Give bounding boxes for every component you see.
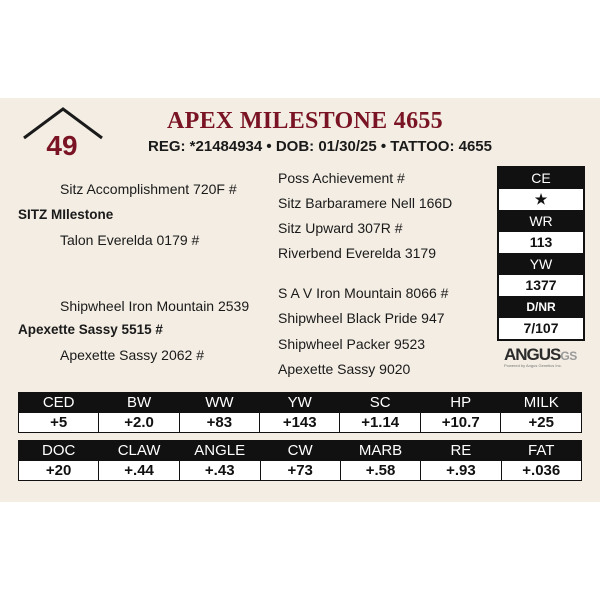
epd-value-yw: +143 (260, 413, 340, 433)
epd-header-yw: YW (260, 393, 340, 413)
stat-label-wr: WR (499, 211, 583, 232)
epd-value-sc: +1.14 (340, 413, 421, 433)
pedigree-dam: Apexette Sassy 5515 # (18, 322, 163, 337)
stat-label-dnr: D/NR (499, 297, 583, 318)
logo-word: ANGUS (504, 345, 561, 364)
epd-value-re: +.93 (421, 461, 501, 481)
epd-value-ww: +83 (179, 413, 259, 433)
epd-header-re: RE (421, 441, 501, 461)
epd-value-row (19, 413, 582, 433)
epd-value-doc: +20 (19, 461, 99, 481)
stat-value-dnr: 7/107 (499, 318, 583, 339)
logo-suffix: GS (560, 349, 577, 363)
pedigree-g2: Sitz Barbaramere Nell 166D (278, 195, 453, 211)
pedigree-dam-sire: Shipwheel Iron Mountain 2539 (60, 298, 250, 314)
epd-header-claw: CLAW (99, 441, 180, 461)
epd-header-sc: SC (340, 393, 421, 413)
epd-header-bw: BW (99, 393, 179, 413)
stat-value-yw: 1377 (499, 275, 583, 297)
epd-table-1 (18, 392, 582, 433)
stat-value-ce: ★ (499, 189, 583, 211)
epd-header-milk: MILK (501, 393, 582, 413)
epd-value-milk: +25 (501, 413, 582, 433)
pedigree-sire-dam: Talon Everelda 0179 # (60, 232, 200, 248)
epd-table-2 (18, 440, 582, 481)
pedigree-g1: Poss Achievement # (278, 170, 405, 186)
epd-value-cw: +73 (260, 461, 340, 481)
pedigree-g4: Riverbend Everelda 3179 (278, 245, 436, 261)
epd-header-marb: MARB (340, 441, 421, 461)
epd-value-claw: +.44 (99, 461, 180, 481)
epd-value-bw: +2.0 (99, 413, 179, 433)
pedigree-sire: SITZ MIlestone (18, 207, 114, 222)
lot-number: 49 (46, 130, 78, 161)
epd-value-hp: +10.7 (420, 413, 501, 433)
angus-gs-logo (504, 345, 577, 375)
epd-header-cw: CW (260, 441, 340, 461)
pedigree-g7: Shipwheel Packer 9523 (278, 336, 426, 352)
epd-header-hp: HP (420, 393, 501, 413)
epd-value-row (19, 461, 582, 481)
pedigree-g5: S A V Iron Mountain 8066 # (278, 285, 449, 301)
stat-value-wr: 113 (499, 232, 583, 254)
logo-tagline: Powered by Angus Genetics Inc. (504, 363, 562, 368)
epd-header-ww: WW (179, 393, 259, 413)
epd-value-ced: +5 (19, 413, 99, 433)
side-stats-box (497, 166, 585, 341)
epd-header-angle: ANGLE (179, 441, 260, 461)
pedigree-g6: Shipwheel Black Pride 947 (278, 310, 445, 326)
epd-value-marb: +.58 (340, 461, 421, 481)
pedigree-sire-sire: Sitz Accomplishment 720F # (60, 181, 237, 197)
epd-header-doc: DOC (19, 441, 99, 461)
epd-header-row (19, 441, 582, 461)
epd-header-fat: FAT (501, 441, 582, 461)
pedigree-dam-dam: Apexette Sassy 2062 # (60, 347, 204, 363)
registration-line: REG: *21484934 • DOB: 01/30/25 • TATTOO: 4655 (148, 138, 492, 155)
stat-label-ce: CE (499, 168, 583, 189)
epd-value-fat: +.036 (501, 461, 582, 481)
pedigree-g3: Sitz Upward 307R # (278, 220, 403, 236)
pedigree-g8: Apexette Sassy 9020 (278, 361, 411, 377)
epd-header-row (19, 393, 582, 413)
animal-name: APEX MILESTONE 4655 (167, 108, 443, 134)
epd-header-ced: CED (19, 393, 99, 413)
epd-value-angle: +.43 (179, 461, 260, 481)
stat-label-yw: YW (499, 254, 583, 275)
